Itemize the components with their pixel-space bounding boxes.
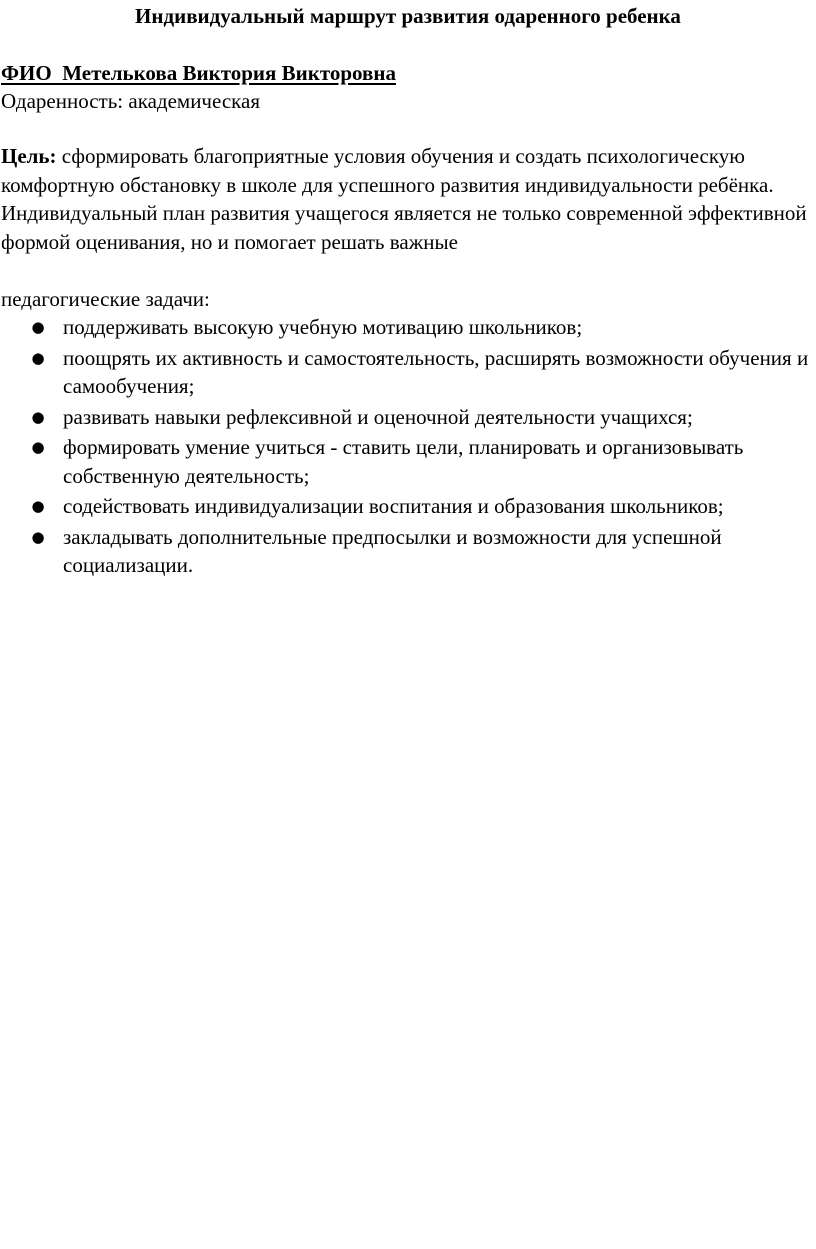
document-title: Индивидуальный маршрут развития одаренного ребенка xyxy=(135,4,681,28)
goal-paragraph xyxy=(1,142,811,256)
list-item-text: поощрять их активность и самостоятельность, расширять возможности обучения и самообучения; xyxy=(63,345,809,398)
list-item xyxy=(0,433,812,490)
bullet-icon: ● xyxy=(31,407,45,426)
list-item-text: формировать умение учиться - ставить цели, планировать и организовывать собственную деятельность; xyxy=(63,435,744,488)
giftedness-line: Одаренность: академическая xyxy=(1,89,261,113)
list-item xyxy=(0,523,812,580)
bullet-icon: ● xyxy=(31,497,45,515)
list-item-text: развивать навыки рефлексивной и оценочной деятельности учащихся; xyxy=(63,404,693,429)
task-list xyxy=(0,313,812,582)
list-item xyxy=(0,313,812,342)
list-item xyxy=(0,403,812,432)
fio-line: ФИО Метелькова Виктория Викторовна xyxy=(1,61,396,85)
list-item xyxy=(0,344,812,401)
bullet-icon: ● xyxy=(31,318,45,336)
list-item-text: поддерживать высокую учебную мотивацию школьников; xyxy=(63,315,583,339)
bullet-icon: ● xyxy=(31,527,45,546)
list-item xyxy=(0,492,812,521)
bullet-icon: ● xyxy=(31,438,45,456)
bullet-icon: ● xyxy=(31,348,45,367)
tasks-intro: педагогические задачи: xyxy=(1,287,210,311)
goal-label: Цель: xyxy=(1,144,57,168)
list-item-text: закладывать дополнительные предпосылки и возможности для успешной социализации. xyxy=(63,524,722,577)
goal-text: сформировать благоприятные условия обучения и создать психологическую комфортную обстановку в школе для успешного развития индивидуальности ребёнка. Индивидуальный план развития учащегося является не только современной эффективной формой оценивания, но и помогает решать важные xyxy=(1,144,807,254)
list-item-text: содействовать индивидуализации воспитания и образования школьников; xyxy=(63,494,724,518)
